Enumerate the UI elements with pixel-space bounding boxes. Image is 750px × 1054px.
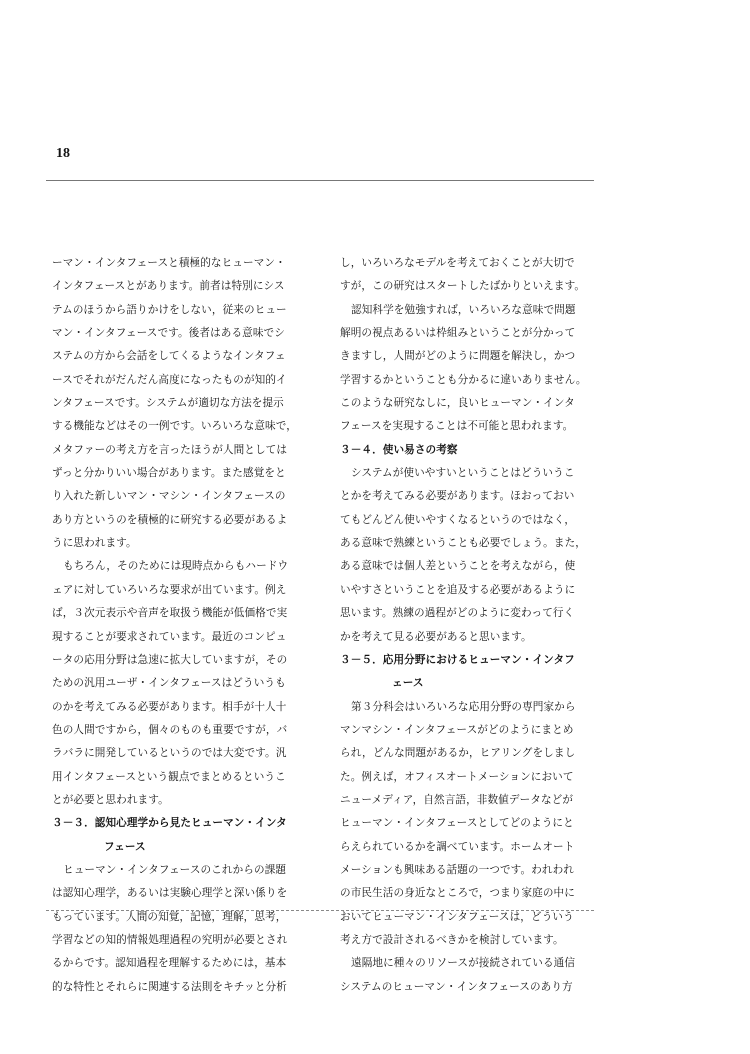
right-column	[340, 252, 602, 999]
text-line: し，いろいろなモデルを考えておくことが大切で	[340, 257, 575, 269]
text-line: きますし，人間がどのように問題を解決し，かつ	[340, 350, 576, 363]
text-line: 用インタフェースという観点でまとめるというこ	[52, 770, 286, 783]
text-line: の市民生活の身近なところで，つまり家庭の中に	[340, 887, 575, 900]
section-heading: ３－５．応用分野におけるヒューマン・インタフ	[340, 653, 575, 666]
text-line: た。例えば，オフィスオートメーションにおいて	[340, 770, 574, 783]
text-line: ーマン・インタフェースと積極的なヒューマン・	[52, 257, 286, 269]
page-number: 18	[56, 146, 70, 161]
text-line: らえられているかを調べています。ホームオート	[340, 840, 575, 853]
text-line: うに思われます。	[52, 537, 137, 550]
text-line: ンタフェースです。システムが適切な方法を提示	[52, 397, 284, 410]
text-line: テムのほうから語りかけをしない，従来のヒュー	[52, 303, 287, 316]
paragraph-start-line: 第３分科会はいろいろな応用分野の専門家から	[351, 700, 576, 713]
text-line: るからです。認知過程を理解するためには，基本	[52, 957, 287, 970]
text-line: ニューメディア，自然言語，非数値データなどが	[340, 793, 574, 806]
paragraph-start-line: ヒューマン・インタフェースのこれからの課題	[63, 863, 287, 876]
text-line: ラバラに開発しているというのでは大変です。汎	[52, 747, 287, 760]
text-line: いやすさということを追及する必要があるように	[340, 583, 576, 596]
text-line: ずっと分かりいい場合があります。また感覚をと	[52, 467, 286, 480]
text-line: マン・インタフェースです。後者はある意味でシ	[52, 327, 285, 340]
text-line: 思います。熟練の過程がどのように変わって行く	[340, 607, 575, 620]
text-line: てもどんどん使いやすくなるというのではなく，	[340, 513, 576, 526]
text-line: ースでそれがだんだん高度になったものが知的イ	[52, 373, 287, 386]
text-line: 考え方で設計されるべきかを検討しています。	[340, 933, 564, 946]
text-line: り入れた新しいマン・マシン・インタフェースの	[52, 490, 286, 503]
text-line: 色の人間ですから，個々のものも重要ですが，バ	[52, 723, 288, 736]
section-heading: ３－４．使い易さの考察	[340, 443, 458, 456]
text-line: システムのヒューマン・インタフェースのあり方	[340, 980, 573, 993]
text-line: 学習するかということも分かるに違いありません。	[340, 373, 587, 386]
text-line: ステムの方から会話をしてくるようなインタフェ	[52, 350, 286, 363]
text-line: ための汎用ユーザ・インタフェースはどういうも	[52, 677, 286, 690]
text-line: ある意味で熟練ということも必要でしょう。また，	[340, 537, 586, 550]
text-line: すが，この研究はスタートしたばかりといえます。	[340, 280, 586, 293]
text-line: 学習などの知的情報処理過程の究明が必要とされ	[52, 933, 288, 946]
text-line: ば，３次元表示や音声を取扱う機能が低価格で実	[52, 607, 288, 620]
text-line: する機能などはその一例です。いろいろな意味で，	[52, 420, 297, 433]
text-line: あり方というのを積極的に研究する必要があるよ	[52, 513, 288, 526]
text-line: このような研究なしに，良いヒューマン・インタ	[340, 397, 575, 410]
paragraph-start-line: システムが使いやすいということはどういうこ	[351, 467, 575, 480]
text-line: メーションも興味ある話題の一つです。われわれ	[340, 863, 574, 876]
paragraph-start-line: もちろん，そのためには現時点からもハードウ	[63, 560, 289, 573]
paragraph-start-line: 遠隔地に種々のリソースが接続されている通信	[351, 957, 576, 970]
left-column	[52, 252, 314, 999]
text-line: られ，どんな問題があるか，ヒアリングをしまし	[340, 747, 576, 760]
text-line: とかを考えてみる必要があります。ほおっておい	[340, 490, 575, 503]
text-line: フェースを実現することは不可能と思われます。	[340, 420, 574, 433]
text-line: ータの応用分野は急速に拡大していますが，その	[52, 653, 288, 666]
text-line: インタフェースとがあります。前者は特別にシス	[52, 280, 285, 293]
top-rule	[46, 180, 594, 181]
text-line: ある意味では個人差ということを考えながら，使	[340, 560, 576, 573]
text-line: は認知心理学，あるいは実験心理学と深い係りを	[52, 887, 288, 900]
text-line: ェアに対していろいろな要求が出ています。例え	[52, 583, 287, 596]
text-line: 現することが要求されています。最近のコンピュ	[52, 630, 287, 643]
section-heading-continuation: ェース	[392, 677, 424, 690]
text-line: とが必要と思われます。	[52, 793, 169, 806]
text-line: 解明の視点あるいは枠組みということが分かって	[340, 327, 576, 340]
text-line: メタファーの考え方を言ったほうが人間としては	[52, 443, 288, 456]
bottom-rule	[46, 910, 594, 911]
text-line: マンマシン・インタフェースがどのようにまとめ	[340, 723, 574, 736]
section-heading-continuation: フェース	[104, 840, 146, 853]
text-line: おいてヒューマン・インタフェースは，どういう	[340, 910, 574, 923]
text-line: かを考えて見る必要があると思います。	[340, 630, 532, 643]
text-line: 的な特性とそれらに関連する法則をキチッと分析	[52, 980, 287, 993]
text-line: のかを考えてみる必要があります。相手が十人十	[52, 700, 287, 713]
text-line: ヒューマン・インタフェースとしてどのようにと	[340, 817, 574, 830]
paragraph-start-line: 認知科学を勉強すれば，いろいろな意味で問題	[351, 303, 576, 316]
text-line: もっています。人間の知覚，記憶，理解，思考，	[52, 910, 287, 923]
section-heading: ３－３．認知心理学から見たヒューマン・インタ	[52, 817, 287, 830]
